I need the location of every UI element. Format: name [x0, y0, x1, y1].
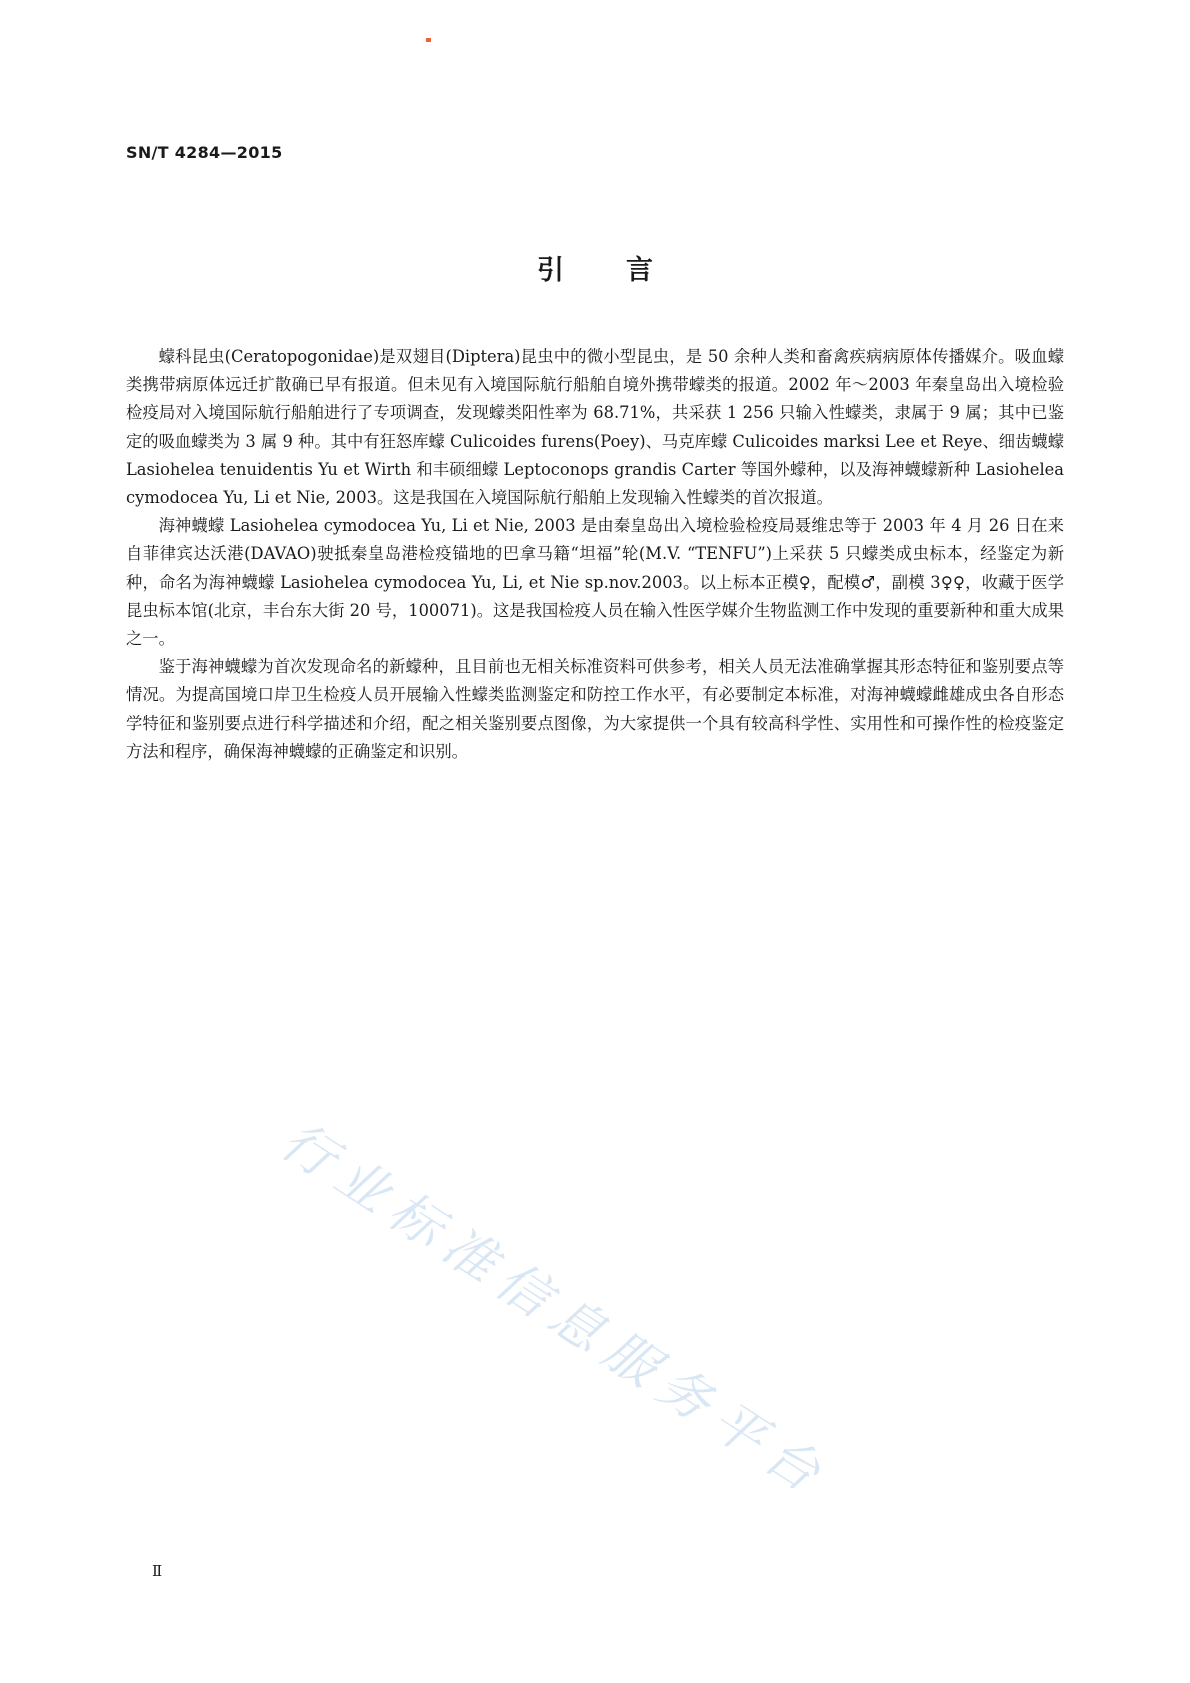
orange-marker: [426, 38, 431, 42]
introduction-body: [126, 343, 1064, 766]
watermark: 行业标准信息服务平台: [270, 1110, 840, 1510]
paragraph-1: 蠓科昆虫(Ceratopogonidae)是双翅目(Diptera)昆虫中的微小型昆虫，是 50 余种人类和畜禽疾病病原体传播媒介。吸血蠓类携带病原体远迁扩散确已早有报道。但未见有入境国际航行船舶自境外携带蠓类的报道。2002 年～2003 年秦皇岛出入境检验检疫局对入境国际航行船舶进行了专项调查，发现蠓类阳性率为 68.71%，共采获 1 256 只输入性蠓类，隶属于 9 属；其中已鉴定的吸血蠓类为 3 属 9 种。其中有狂怒库蠓 Culicoides furens(Poey)、马克库蠓 Culicoides marksi Lee et Reye、细齿蠛蠓 Lasiohelea tenuidentis Yu et Wirth 和丰硕细蠓 Leptoconops grandis Carter 等国外蠓种，以及海神蠛蠓新种 Lasiohelea cymodocea Yu, Li et Nie, 2003。这是我国在入境国际航行船舶上发现输入性蠓类的首次报道。: [126, 347, 1064, 508]
page-number: Ⅱ: [152, 1562, 163, 1580]
paragraph-2: 海神蠛蠓 Lasiohelea cymodocea Yu, Li et Nie, 2003 是由秦皇岛出入境检验检疫局聂维忠等于 2003 年 4 月 26 日在来自菲律宾达沃港(DAVAO)驶抵秦皇岛港检疫锚地的巴拿马籍“坦福”轮(M.V. “TENFU”)上采获 5 只蠓类成虫标本，经鉴定为新种，命名为海神蠛蠓 Lasiohelea cymodocea Yu, Li, et Nie sp.nov.2003。以上标本正模♀，配模♂，副模 3♀♀，收藏于医学昆虫标本馆(北京，丰台东大街 20 号，100071)。这是我国检疫人员在输入性医学媒介生物监测工作中发现的重要新种和重大成果之一。: [126, 516, 1064, 649]
paragraph-3: 鉴于海神蠛蠓为首次发现命名的新蠓种，且目前也无相关标准资料可供参考，相关人员无法准确掌握其形态特征和鉴别要点等情况。为提高国境口岸卫生检疫人员开展输入性蠓类监测鉴定和防控工作水平，有必要制定本标准，对海神蠛蠓雌雄成虫各自形态学特征和鉴别要点进行科学描述和介绍，配之相关鉴别要点图像，为大家提供一个具有较高科学性、实用性和可操作性的检疫鉴定方法和程序，确保海神蠛蠓的正确鉴定和识别。: [126, 657, 1064, 761]
page-title: 引言: [537, 255, 715, 286]
standard-code: SN/T 4284—2015: [126, 143, 283, 162]
